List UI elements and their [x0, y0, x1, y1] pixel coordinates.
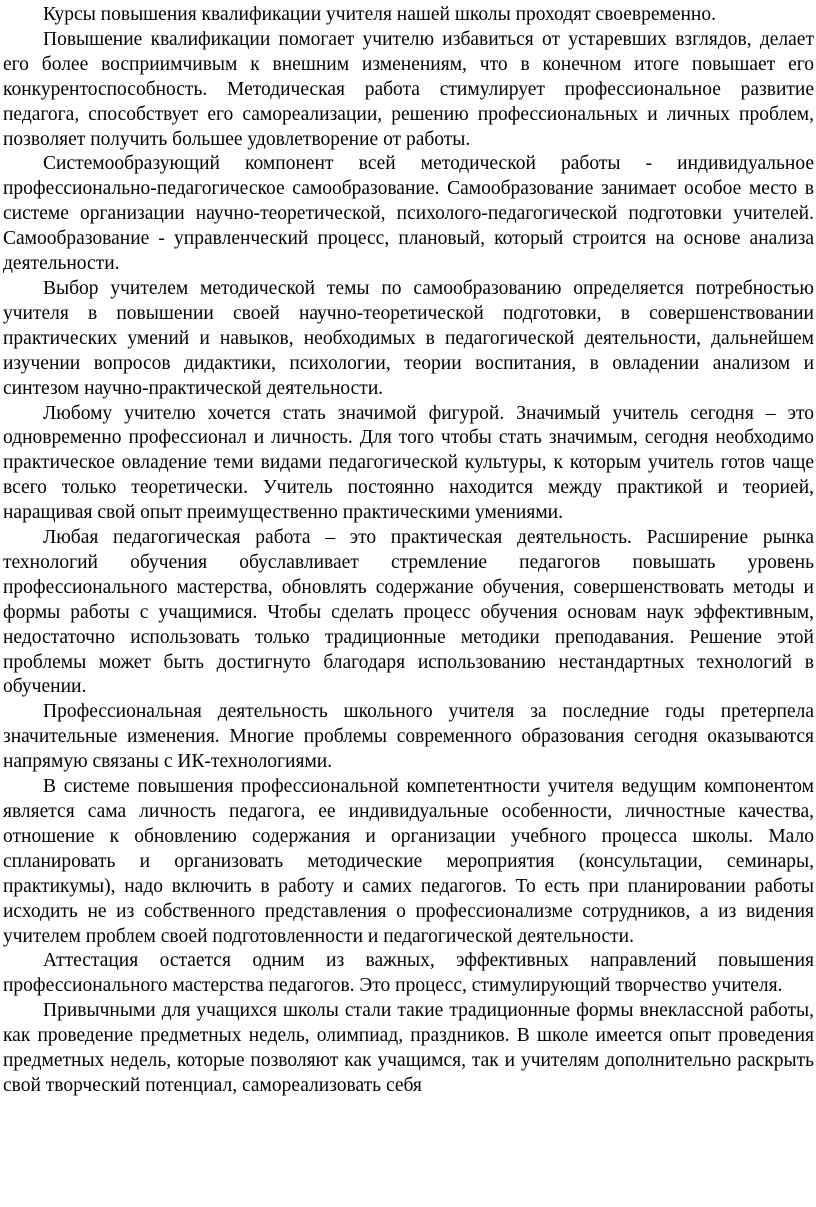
paragraph-courses: Курсы повышения квалификации учителя нашей школы проходят своевременно.	[43, 4, 716, 25]
paragraph-significant-teacher: Любому учителю хочется стать значимой фигурой. Значимый учитель сегодня – это одновременно профессионал и личность. Для того чтобы стать значимым, сегодня необходимо практическое овладение теми видами педагогической культуры, к которым учитель готов чаще всего только теоретически. Учитель постоянно находится между практикой и теорией, наращивая свой опыт преимущественно практическими умениями.	[3, 402, 814, 524]
paragraph-practical-activity: Любая педагогическая работа – это практическая деятельность. Расширение рынка технологий обучения обуславливает стремление педагогов повышать уровень профессионального мастерства, обновлять содержание обучения, совершенствовать методы и формы работы с учащимися. Чтобы сделать процесс обучения основам наук эффективным, недостаточно использовать только традиционные методики преподавания. Решение этой проблемы может быть достигнуто благодаря использованию нестандартных технологий в обучении.	[3, 527, 814, 698]
paragraph-extracurricular: Привычными для учащихся школы стали такие традиционные формы внеклассной работы, как проведение предметных недель, олимпиад, праздников. В школе имеется опыт проведения предметных недель, которые позволяют как учащимся, так и учителям дополнительно раскрыть свой творческий потенциал, самореализовать себя	[3, 1000, 814, 1096]
paragraph-qualification: Повышение квалификации помогает учителю избавиться от устаревших взглядов, делает его более восприимчивым к внешним изменениям, что в конечном итоге повышает его конкурентоспособность. Методическая работа стимулирует профессиональное развитие педагога, способствует его самореализации, решению профессиональных и личных проблем, позволяет получить большее удовлетворение от работы.	[3, 28, 814, 150]
paragraph-attestation: Аттестация остается одним из важных, эффективных направлений повышения профессионального мастерства педагогов. Это процесс, стимулирующий творчество учителя.	[3, 950, 814, 997]
paragraph-method-topic: Выбор учителем методической темы по самообразованию определяется потребностью учителя в повышении своей научно-теоретической подготовки, в совершенствовании практических умений и навыков, необходимых в педагогической деятельности, дальнейшем изучении вопросов дидактики, психологии, теории воспитания, в овладении анализом и синтезом научно-практической деятельности.	[3, 277, 814, 399]
paragraph-professional-changes: Профессиональная деятельность школьного учителя за последние годы претерпела значительные изменения. Многие проблемы современного образования сегодня оказываются напрямую связаны с ИК-технологиями.	[3, 701, 814, 773]
paragraph-competence-system: В системе повышения профессиональной компетентности учителя ведущим компонентом является сама личность педагога, ее индивидуальные особенности, личностные качества, отношение к обновлению содержания и организации учебного процесса школы. Мало спланировать и организовать методические мероприятия (консультации, семинары, практикумы), надо включить в работу и самих педагогов. То есть при планировании работы исходить не из собственного представления о профессионализме сотрудников, а из видения учителем проблем своей подготовленности и педагогической деятельности.	[3, 776, 814, 947]
paragraph-self-education: Системообразующий компонент всей методической работы - индивидуальное профессионально-педагогическое самообразование. Самообразование занимает особое место в системе организации научно-теоретической, психолого-педагогической подготовки учителей. Самообразование - управленческий процесс, плановый, который строится на основе анализа деятельности.	[3, 153, 814, 275]
